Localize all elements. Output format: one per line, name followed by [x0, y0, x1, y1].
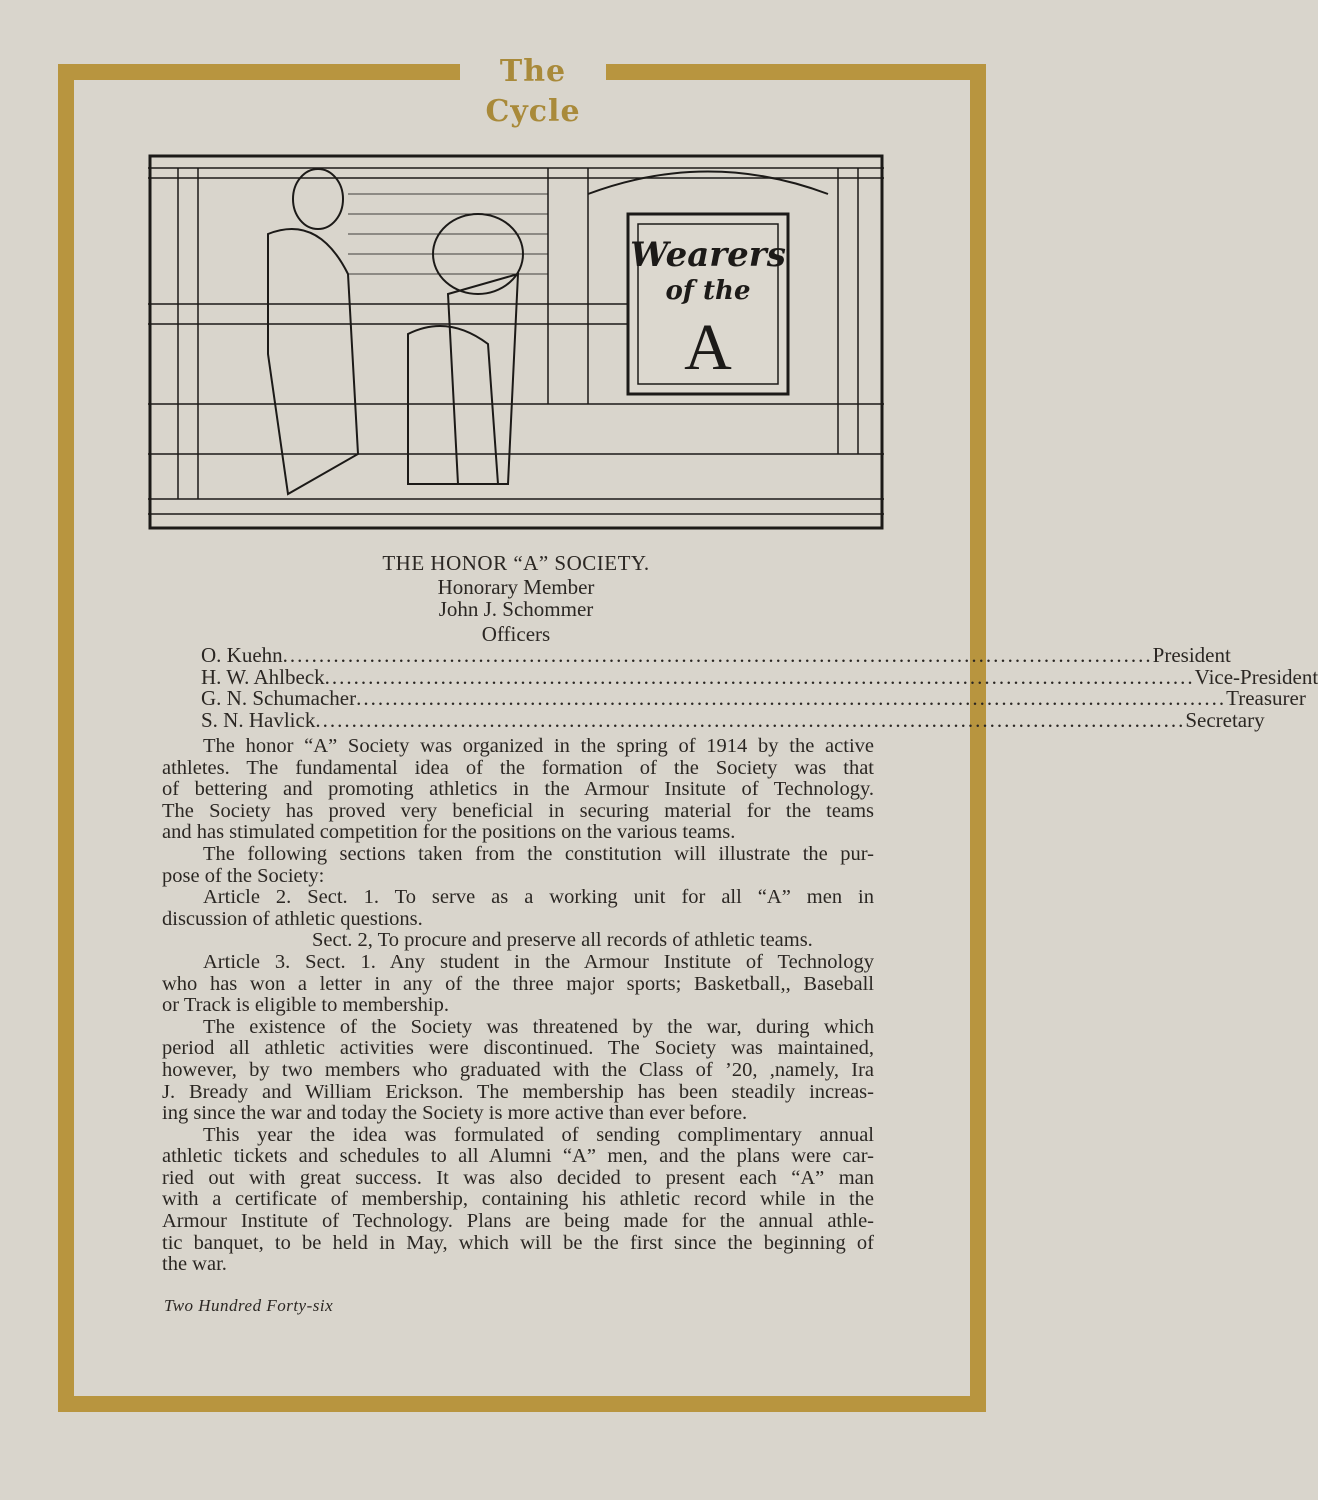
running-header: The Cycle [460, 52, 606, 92]
officer-row [201, 708, 1265, 733]
officer-role: Vice-President [1194, 664, 1318, 689]
page-title: THE HONOR “A” SOCIETY. [382, 551, 650, 575]
body-line: pose of the Society: [162, 864, 325, 887]
officer-name: O. Kuehn [201, 643, 283, 667]
officer-role: Secretary [1185, 708, 1265, 733]
sign-letter-a: A [684, 311, 732, 384]
body-line: athletes. The fundamental idea of the formation of the Society was that [162, 756, 874, 779]
body-line: ried out with great success. It was also decided to present each “A” man [162, 1166, 874, 1189]
body-line: The existence of the Society was threatened by the war, during which [203, 1015, 874, 1038]
body-line: athletic tickets and schedules to all Alumni “A” men, and the plans were car- [162, 1145, 874, 1168]
officer-name: S. N. Havlick [201, 708, 316, 733]
leader-dots: ........................................................................................................................ [282, 643, 1153, 667]
officer-role: Treasurer [1226, 686, 1306, 711]
officer-name: H. W. Ahlbeck [201, 664, 325, 689]
body-line: Article 3. Sect. 1. Any student in the Armour Institute of Technology [203, 950, 874, 973]
body-line: This year the idea was formulated of sending complimentary annual [203, 1123, 874, 1146]
officers-label: Officers [481, 622, 551, 646]
leader-dots: ........................................................................................................................ [324, 664, 1195, 689]
body-line: of bettering and promoting athletics in the Armour Insitute of Technology. [162, 778, 874, 801]
body-line: period all athletic activities were discontinued. The Society was maintained, [162, 1037, 874, 1060]
officers-list [201, 643, 1318, 733]
officer-row [201, 643, 1231, 667]
wearers-of-the-a-illustration [148, 154, 884, 530]
body-line: ing since the war and today the Society is more active than ever before. [162, 1102, 748, 1125]
body-line: with a certificate of membership, containing his athletic record while in the [162, 1188, 874, 1211]
body-line: The honor “A” Society was organized in the spring of 1914 by the active [203, 735, 874, 757]
sign-text-wearers: Wearers [630, 235, 786, 275]
body-line: or Track is eligible to membership. [162, 994, 449, 1017]
body-line: and has stimulated competition for the positions on the various teams. [162, 821, 736, 844]
officer-name: G. N. Schumacher [201, 686, 357, 711]
body-line: The Society has proved very beneficial in securing material for the teams [162, 799, 874, 822]
body-line: tic banquet, to be held in May, which will be the first since the beginning of [162, 1231, 874, 1254]
honorary-member-label: Honorary Member [437, 575, 595, 599]
body-line: the war. [162, 1253, 227, 1276]
officer-row [201, 664, 1318, 689]
officer-row [201, 686, 1306, 711]
body-line: discussion of athletic questions. [162, 907, 423, 930]
honorary-member-name: John J. Schommer [438, 597, 594, 621]
page-number: Two Hundred Forty-six [164, 1296, 334, 1315]
body-line: however, by two members who graduated with the Class of ’20, ,namely, Ira [162, 1058, 874, 1081]
leader-dots: ........................................................................................................................ [356, 686, 1227, 711]
body-line: Article 2. Sect. 1. To serve as a working unit for all “A” men in [203, 886, 874, 909]
body-line: Sect. 2, To procure and preserve all records of athletic teams. [312, 929, 813, 952]
body-line: The following sections taken from the constitution will illustrate the pur- [203, 842, 874, 865]
body-text [162, 736, 874, 1276]
leader-dots: ........................................................................................................................ [315, 708, 1186, 733]
body-line: who has won a letter in any of the three major sports; Basketball,, Baseball [162, 972, 874, 995]
body-line: Armour Institute of Technology. Plans are being made for the annual athle- [162, 1210, 874, 1233]
body-line: J. Bready and William Erickson. The membership has been steadily increas- [162, 1080, 874, 1103]
officer-role: President [1152, 643, 1231, 667]
sign-text-of-the: of the [665, 276, 751, 306]
